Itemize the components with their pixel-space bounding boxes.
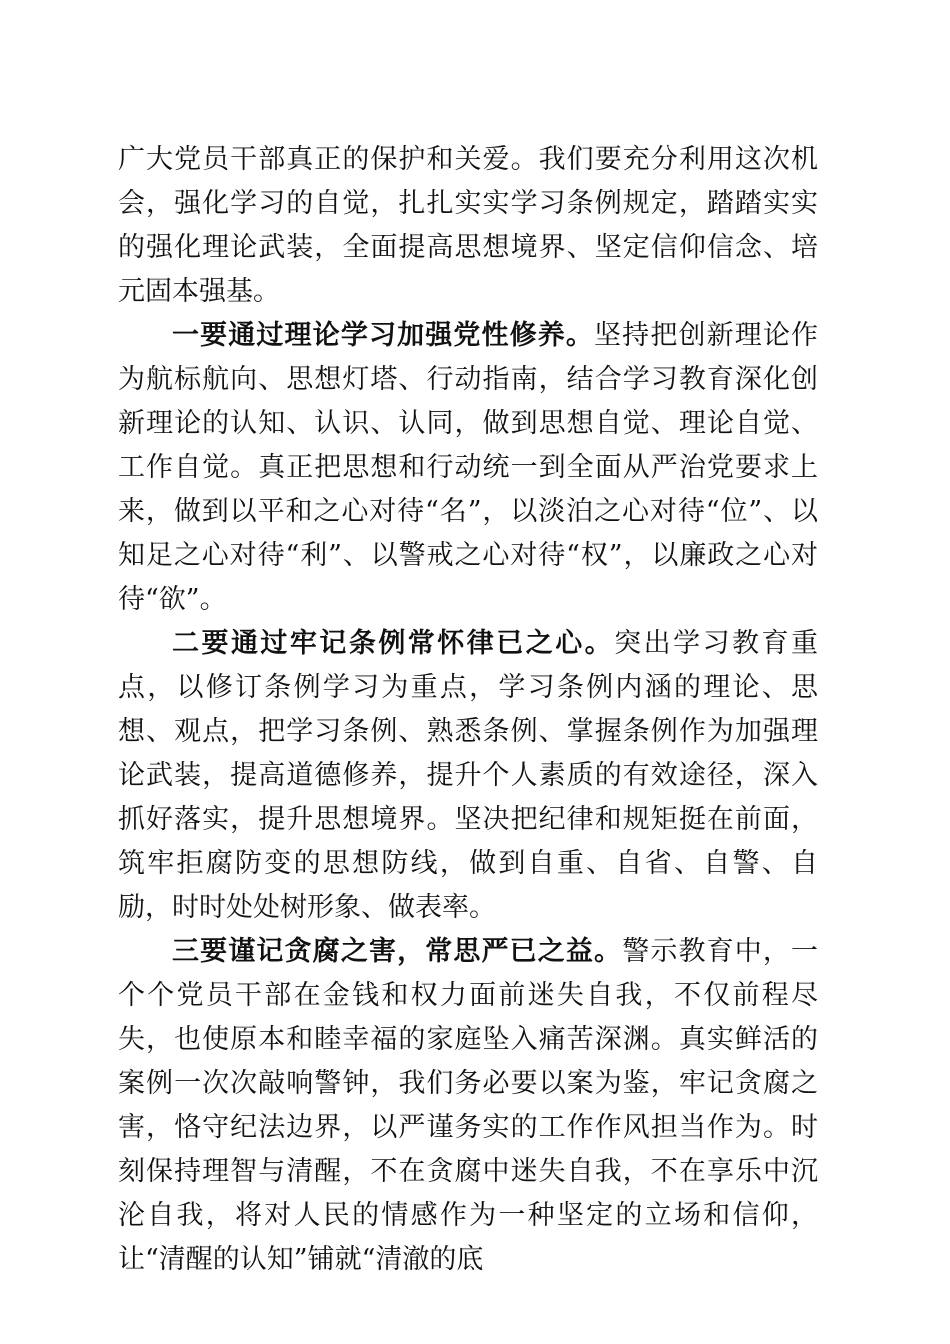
paragraph-text: 广大党员干部真正的保护和关爱。我们要充分利用这次机会，强化学习的自觉，扎扎实实学习条例规定，踏踏实实的强化理论武装，全面提高思想境界、坚定信仰信念、培元固本强基。	[118, 144, 818, 307]
paragraph-text: 警示教育中，一个个党员干部在金钱和权力面前迷失自我，不仅前程尽失，也使原本和睦幸福的家庭坠入痛苦深渊。真实鲜活的案例一次次敲响警钟，我们务必要以案为鉴，牢记贪腐之害，恪守纪法边界，以严谨务实的工作作风担当作为。时刻保持理智与清醒，不在贪腐中迷失自我，不在享乐中沉沦自我，将对人民的情感作为一种坚定的立场和信仰，让“清醒的认知”铺就“清澈的底	[118, 936, 819, 1275]
paragraph-text: 突出学习教育重点，以修订条例学习为重点，学习条例内涵的理论、思想、观点，把学习条例、熟悉条例、掌握条例作为加强理论武装，提高道德修养，提升个人素质的有效途径，深入抓好落实，提升思想境界。坚决把纪律和规矩挺在前面，筑牢拒腐防变的思想防线，做到自重、自省、自警、自励，时时处处树形象、做表率。	[118, 628, 819, 923]
paragraph-continuation	[118, 138, 818, 314]
paragraph-lead: 三要谨记贪腐之害，常思严已之益。	[172, 936, 623, 967]
paragraph-lead: 二要通过牢记条例常怀律已之心。	[172, 628, 615, 659]
paragraph-point-one	[118, 314, 818, 622]
document-body	[118, 138, 818, 1282]
paragraph-point-two	[118, 622, 818, 930]
paragraph-point-three	[118, 930, 818, 1282]
paragraph-lead: 一要通过理论学习加强党性修养。	[172, 320, 595, 351]
paragraph-text: 坚持把创新理论作为航标航向、思想灯塔、行动指南，结合学习教育深化创新理论的认知、认识、认同，做到思想自觉、理论自觉、工作自觉。真正把思想和行动统一到全面从严治党要求上来，做到以平和之心对待“名”，以淡泊之心对待“位”、以知足之心对待“利”、以警戒之心对待“权”，以廉政之心对待“欲”。	[118, 320, 819, 615]
